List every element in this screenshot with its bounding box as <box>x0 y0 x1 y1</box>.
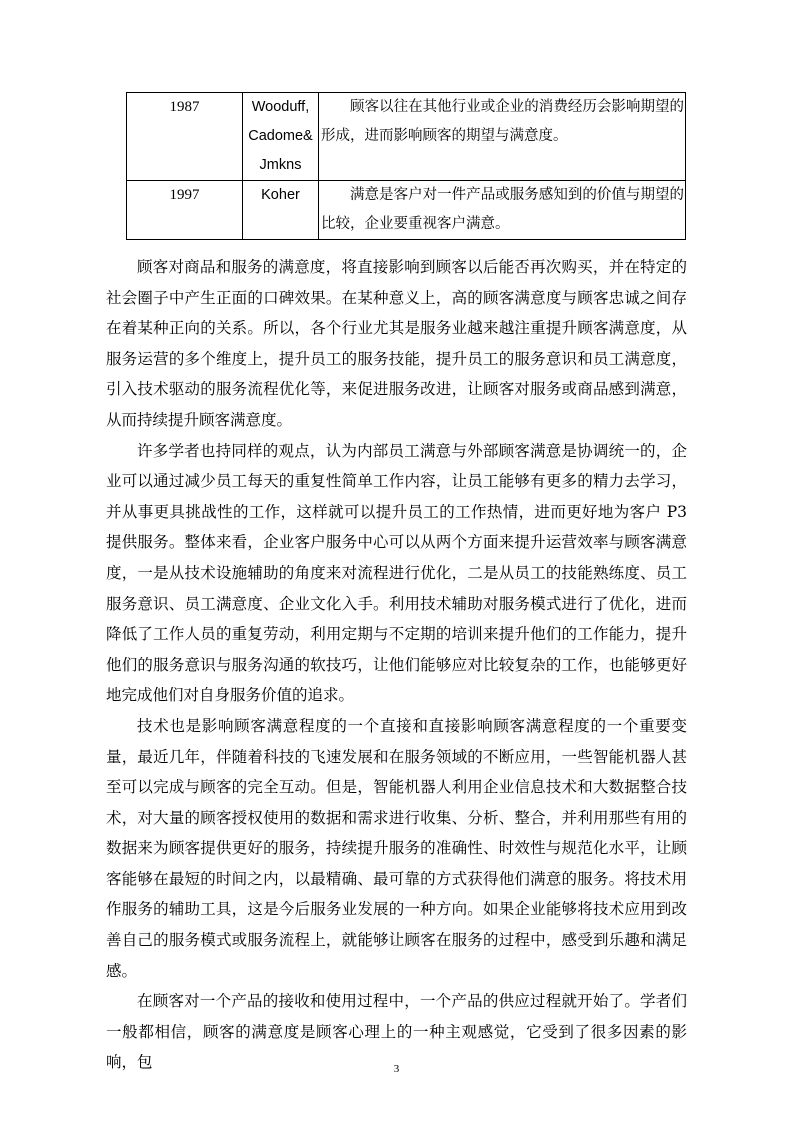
author-line: Jmkns <box>259 157 302 173</box>
page-number: 3 <box>393 1063 400 1075</box>
author-line: Cadome& <box>248 128 313 144</box>
year-cell: 1987 <box>127 93 243 181</box>
literature-table <box>126 92 686 240</box>
description-cell: 满意是客户对一件产品或服务感知到的价值与期望的比较，企业要重视客户满意。 <box>319 181 686 240</box>
paragraph: 顾客对商品和服务的满意度，将直接影响到顾客以后能否再次购买，并在特定的社会圈子中产生正面的口碑效果。在某种意义上，高的顾客满意度与顾客忠诚之间存在着某种正向的关系。所以，各个行业尤其是服务业越来越注重提升顾客满意度，从服务运营的多个维度上，提升员工的服务技能，提升员工的服务意识和员工满意度，引入技术驱动的服务流程优化等，来促进服务改进，让顾客对服务或商品感到满意，从而持续提升顾客满意度。 <box>106 258 687 429</box>
paragraph: 许多学者也持同样的观点，认为内部员工满意与外部顾客满意是协调统一的，企业可以通过减少员工每天的重复性简单工作内容，让员工能够有更多的精力去学习，并从事更具挑战性的工作，这样就可以提升员工的工作热情，进而更好地为客户 P3 提供服务。整体来看，企业客户服务中心可以从两个方面来提升运营效率与顾客满意度，一是从技术设施辅助的角度来对流程进行优化，二是从员工的技能熟练度、员工服务意识、员工满意度、企业文化入手。利用技术辅助对服务模式进行了优化，进而降低了工作人员的重复劳动，利用定期与不定期的培训来提升他们的工作能力，提升他们的服务意识与服务沟通的软技巧，让他们能够应对比较复杂的工作，也能够更好地完成他们对自身服务价值的追求。 <box>106 441 687 705</box>
table-row <box>127 181 686 240</box>
paragraph: 技术也是影响顾客满意程度的一个直接和直接影响顾客满意程度的一个重要变量，最近几年，伴随着科技的飞速发展和在服务领域的不断应用，一些智能机器人甚至可以完成与顾客的完全互动。但是，智能机器人利用企业信息技术和大数据整合技术，对大量的顾客授权使用的数据和需求进行收集、分析、整合，并利用那些有用的数据来为顾客提供更好的服务，持续提升服务的准确性、时效性与规范化水平，让顾客能够在最短的时间之内，以最精确、最可靠的方式获得他们满意的服务。将技术用作服务的辅助工具，这是今后服务业发展的一种方向。如果企业能够将技术应用到改善自己的服务模式或服务流程上，就能够让顾客在服务的过程中，感受到乐趣和满足感。 <box>106 716 687 980</box>
year-cell: 1997 <box>127 181 243 240</box>
author-cell <box>243 181 319 240</box>
table-row <box>127 93 686 181</box>
author-line: Wooduff, <box>251 99 310 115</box>
paragraph: 在顾客对一个产品的接收和使用过程中，一个产品的供应过程就开始了。学者们一般都相信，顾客的满意度是顾客心理上的一种主观感觉，它受到了很多因素的影响，包 <box>106 992 687 1072</box>
author-cell <box>243 93 319 181</box>
author-line: Koher <box>261 187 300 203</box>
body-text <box>106 252 687 1078</box>
description-cell: 顾客以往在其他行业或企业的消费经历会影响期望的形成，进而影响顾客的期望与满意度。 <box>319 93 686 181</box>
